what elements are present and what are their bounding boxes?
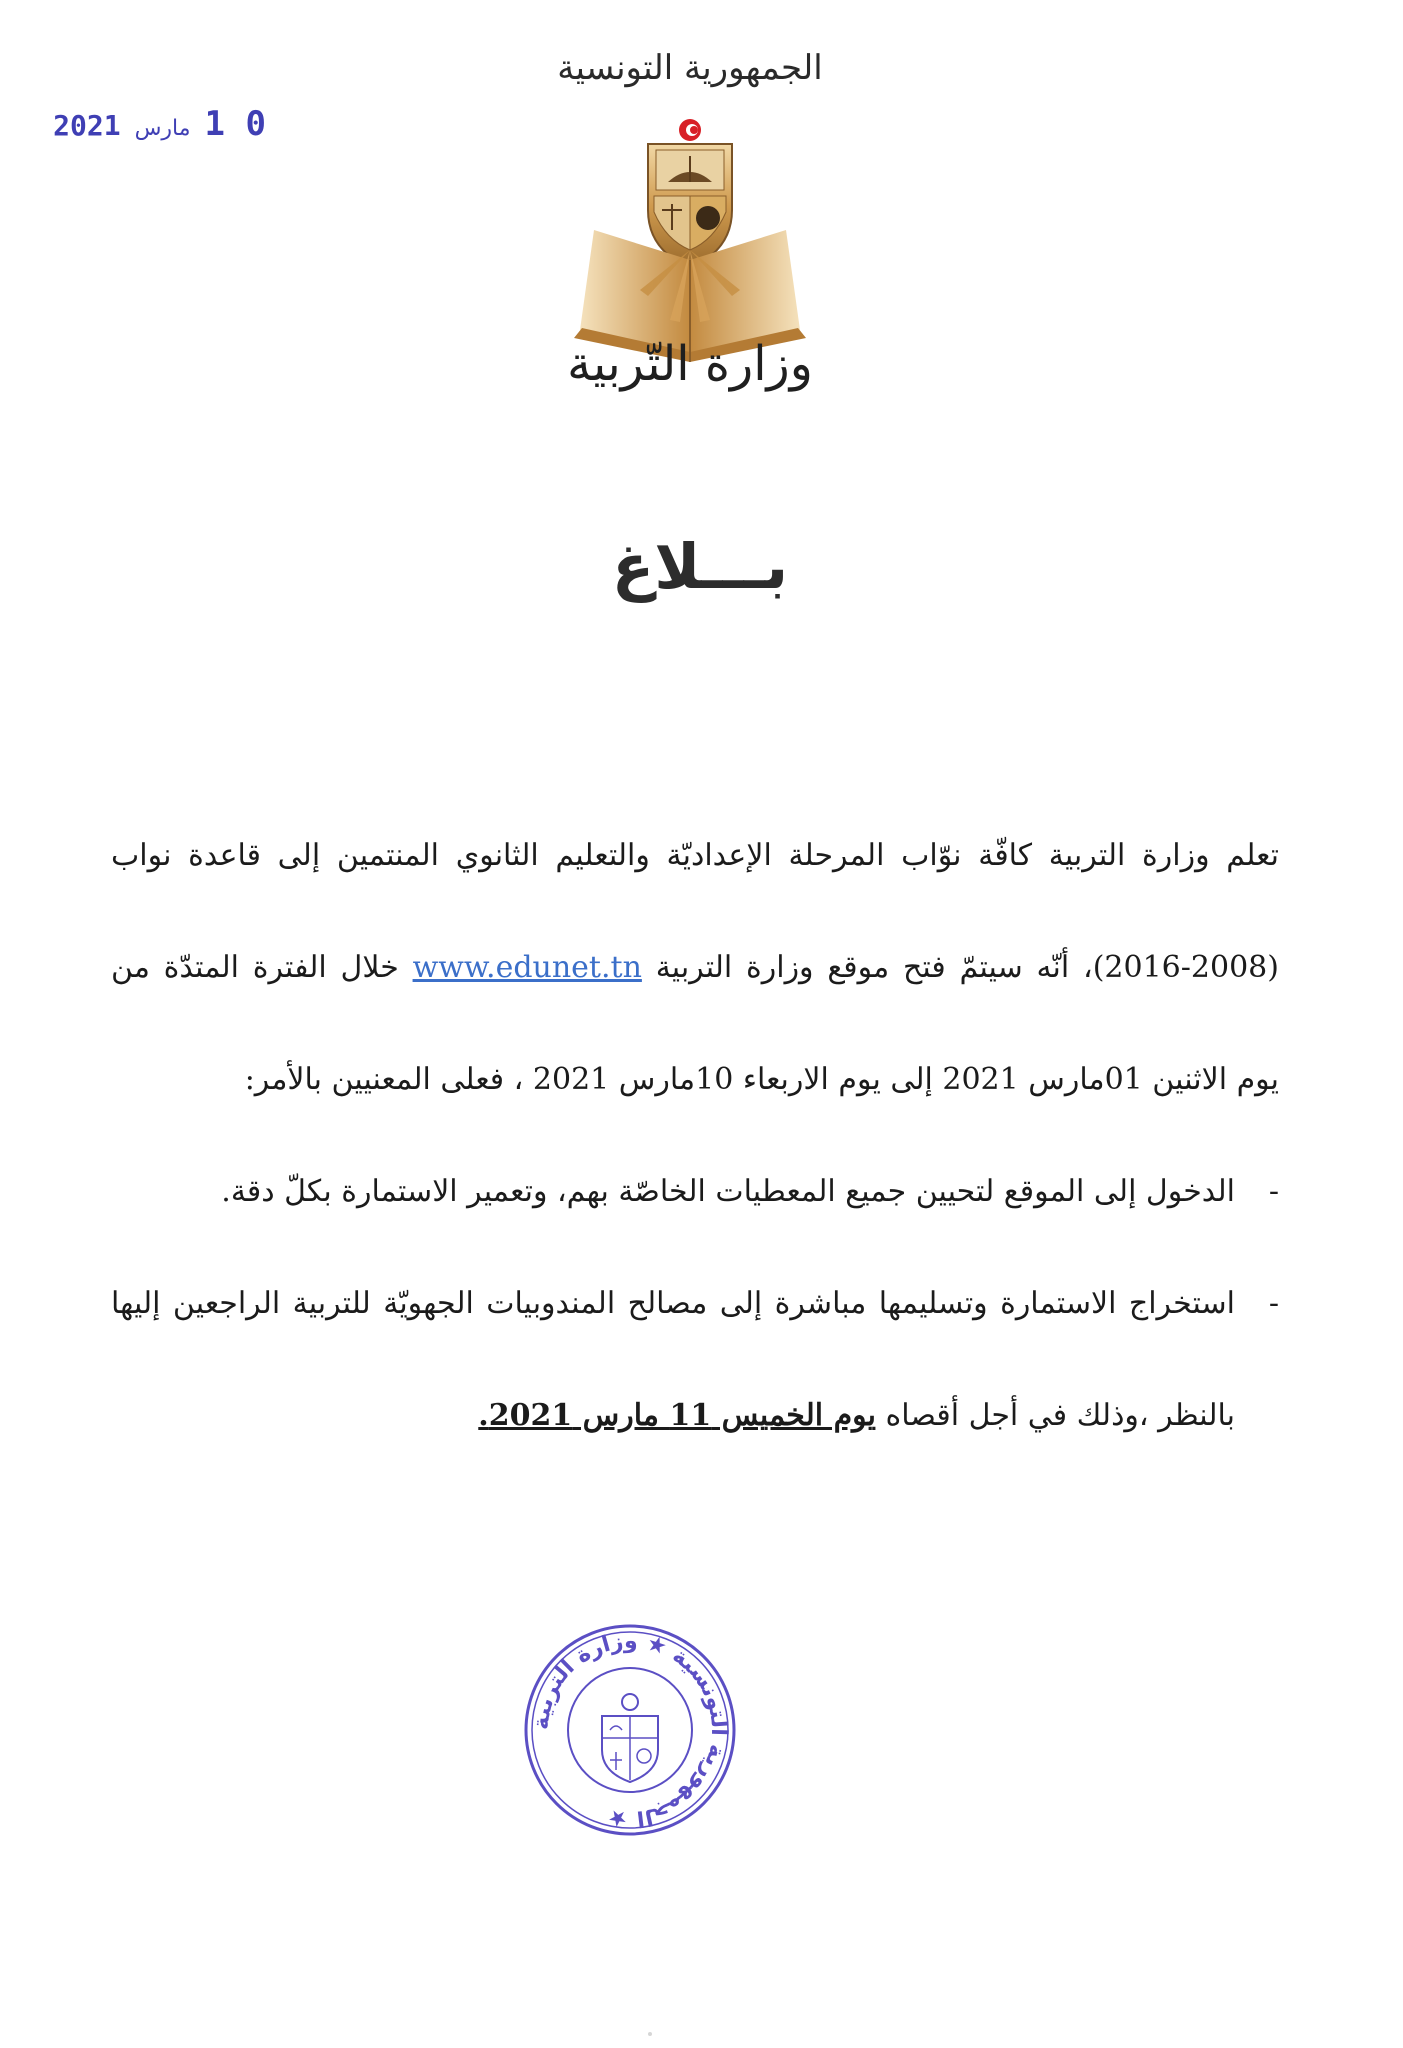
list-item: [111, 1136, 1279, 1248]
republic-title: الجمهورية التونسية: [557, 48, 823, 88]
stamp-day: 0 1: [204, 104, 266, 144]
bullet-text: استخراج الاستمارة وتسليمها مباشرة إلى مصالح المندوبيات الجهويّة للتربية الراجعين إليها بالنظر ،وذلك في أجل أقصاه: [111, 1286, 1235, 1433]
official-seal-icon: [520, 1620, 740, 1840]
bullet-dash: -: [1268, 1174, 1279, 1209]
announcement-body: [111, 800, 1279, 1472]
intro-paragraph: [111, 800, 1279, 1136]
seal-text: الجمهورية التونسية ★ وزارة التربية ★: [528, 1628, 732, 1832]
page-mark: [648, 2032, 652, 2036]
deadline-date: يوم الخميس 11 مارس 2021.: [478, 1398, 876, 1433]
intro-text-part-2: خلال الفترة المتدّة من يوم الاثنين 01مارس 2021 إلى يوم الاربعاء 10مارس 2021 ، فعلى المعنيين بالأمر:: [111, 950, 1279, 1097]
document-title: بـــلاغ: [611, 530, 789, 603]
ministry-name: وزارة التّربية: [567, 336, 813, 392]
stamp-month: مارس: [134, 116, 191, 141]
date-stamp: [53, 104, 266, 148]
edunet-link[interactable]: www.edunet.tn: [412, 950, 642, 985]
list-item: [111, 1248, 1279, 1472]
instructions-list: [111, 1136, 1279, 1472]
bullet-text: الدخول إلى الموقع لتحيين جميع المعطيات الخاصّة بهم، وتعمير الاستمارة بكلّ دقة.: [221, 1174, 1235, 1209]
bullet-dash: -: [1268, 1286, 1279, 1321]
ministry-header-logo: [540, 40, 840, 420]
stamp-year: 2021: [53, 109, 121, 142]
intro-text-part-1: تعلم وزارة التربية كافّة نوّاب المرحلة الإعداديّة والتعليم الثانوي المنتمين إلى قاعدة نواب (2008-2016)، أنّه سيتمّ فتح موقع وزارة التربية: [111, 838, 1279, 985]
